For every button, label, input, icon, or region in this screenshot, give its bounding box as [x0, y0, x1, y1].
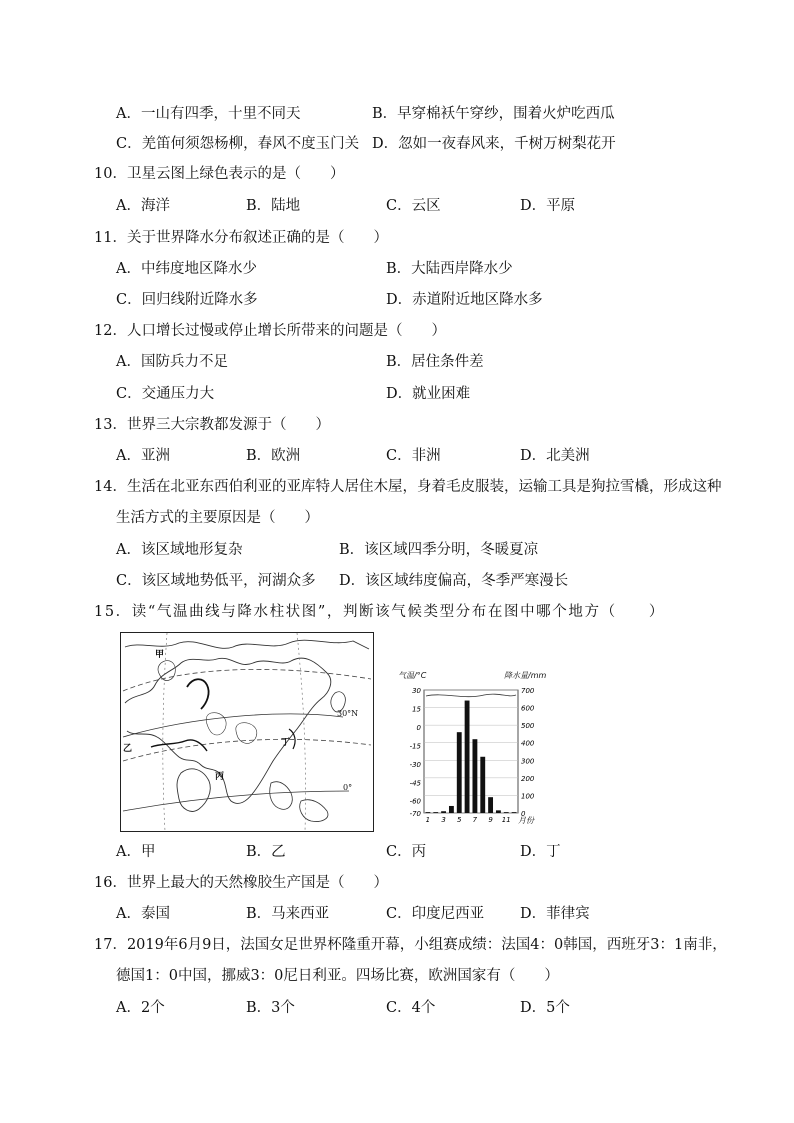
- chart-right-title: 降水量/mm: [504, 671, 547, 680]
- q17-option-a: A．2个: [116, 1000, 165, 1016]
- temp-tick-label: -45: [409, 779, 421, 788]
- map-label-30n: 30°N: [337, 709, 359, 718]
- month-tick-label: 9: [488, 816, 493, 824]
- q11-option-d: D．赤道附近地区降水多: [386, 292, 543, 308]
- q15-stem: 15．读“气温曲线与降水柱状图”，判断该气候类型分布在图中哪个地方（ ）: [94, 604, 665, 620]
- precip-bar: [512, 812, 517, 813]
- q12-option-a: A．国防兵力不足: [116, 354, 228, 370]
- q15-option-b: B．乙: [246, 844, 286, 860]
- map-label-ding: 丁: [281, 738, 291, 748]
- q13-option-c: C．非洲: [386, 448, 441, 464]
- q17-option-c: C．4个: [386, 1000, 436, 1016]
- q10-option-b: B．陆地: [246, 198, 301, 214]
- q14-option-b: B．该区域四季分明，冬暖夏凉: [339, 542, 539, 558]
- q14-option-a: A．该区域地形复杂: [116, 542, 243, 558]
- temp-tick-label: -15: [409, 742, 421, 751]
- chart-frame: [424, 690, 518, 813]
- q9-option-a: A．一山有四季，十里不同天: [116, 106, 301, 122]
- q16-option-c: C．印度尼西亚: [386, 906, 485, 922]
- precip-tick-label: 300: [521, 757, 535, 766]
- precip-bar: [472, 739, 477, 813]
- map-label-0deg: 0°: [343, 783, 353, 792]
- q14-option-d: D．该区域纬度偏高，冬季严寒漫长: [339, 573, 569, 589]
- q15-option-d: D．丁: [520, 844, 561, 860]
- temp-tick-label: 0: [416, 723, 421, 732]
- q17-option-b: B．3个: [246, 1000, 295, 1016]
- asia-map-drawing: [121, 633, 373, 831]
- map-label-bing: 丙: [215, 772, 225, 782]
- temp-tick-label: -30: [409, 760, 421, 769]
- climate-chart: [396, 668, 556, 830]
- q17-stem-line2: 德国1：0中国，挪威3：0尼日利亚。四场比赛，欧洲国家有（ ）: [116, 968, 559, 984]
- precip-tick-label: 500: [521, 722, 535, 731]
- q10-option-c: C．云区: [386, 198, 441, 214]
- precip-bar: [496, 810, 501, 813]
- map-label-yi: 乙: [123, 744, 133, 754]
- month-tick-label: 1: [425, 816, 431, 824]
- q13-option-b: B．欧洲: [246, 448, 301, 464]
- temp-tick-label: -60: [409, 797, 421, 806]
- q14-stem-line1: 14．生活在北亚东西伯利亚的亚库特人居住木屋，身着毛皮服装，运输工具是狗拉雪橇，形成这种: [94, 479, 722, 495]
- q16-option-b: B．马来西亚: [246, 906, 330, 922]
- temp-tick-label: 15: [412, 705, 421, 714]
- q16-option-d: D．菲律宾: [520, 906, 590, 922]
- map-label-jia: 甲: [155, 650, 165, 660]
- q11-option-a: A．中纬度地区降水少: [116, 261, 257, 277]
- q10-stem: 10．卫星云图上绿色表示的是（ ）: [94, 166, 345, 182]
- q15-option-c: C．丙: [386, 844, 427, 860]
- month-tick-label: 7: [472, 816, 478, 824]
- chart-month-label: 月份: [518, 816, 534, 825]
- temp-tick-label: -70: [409, 810, 421, 818]
- q11-stem: 11．关于世界降水分布叙述正确的是（ ）: [94, 230, 388, 246]
- month-tick-label: 5: [457, 816, 462, 824]
- q17-option-d: D．5个: [520, 1000, 570, 1016]
- q13-option-a: A．亚洲: [116, 448, 170, 464]
- q12-option-b: B．居住条件差: [386, 354, 484, 370]
- month-tick-label: 11: [501, 816, 511, 824]
- q9-option-d: D．忽如一夜春风来，千树万树梨花开: [372, 136, 616, 152]
- q11-option-b: B．大陆西岸降水少: [386, 261, 513, 277]
- q16-option-a: A．泰国: [116, 906, 170, 922]
- q15-option-a: A．甲: [116, 844, 156, 860]
- precip-tick-label: 200: [521, 774, 535, 783]
- q12-option-c: C．交通压力大: [116, 386, 215, 402]
- q9-option-c: C．羌笛何须怨杨柳，春风不度玉门关: [116, 136, 360, 152]
- chart-left-title: 气温/°C: [398, 671, 427, 680]
- q10-option-a: A．海洋: [116, 198, 170, 214]
- q14-option-c: C．该区域地势低平，河湖众多: [116, 573, 316, 589]
- climate-chart-svg: [396, 668, 556, 830]
- q16-stem: 16．世界上最大的天然橡胶生产国是（ ）: [94, 875, 388, 891]
- temperature-curve: [426, 694, 516, 697]
- precip-tick-label: 100: [521, 792, 535, 801]
- q12-stem: 12．人口增长过慢或停止增长所带来的问题是（ ）: [94, 323, 446, 339]
- q13-stem: 13．世界三大宗教都发源于（ ）: [94, 417, 330, 433]
- precip-tick-label: 0: [521, 810, 526, 818]
- precip-bar: [488, 797, 493, 813]
- precip-bar: [465, 701, 470, 813]
- precip-bar: [480, 757, 485, 813]
- month-tick-label: 3: [441, 816, 446, 824]
- precip-tick-label: 700: [521, 687, 535, 695]
- precip-tick-label: 600: [521, 704, 535, 713]
- q14-stem-line2: 生活方式的主要原因是（ ）: [116, 510, 319, 526]
- precip-bar: [441, 811, 446, 813]
- precip-bar: [457, 732, 462, 813]
- q11-option-c: C．回归线附近降水多: [116, 292, 258, 308]
- precip-tick-label: 400: [521, 739, 535, 748]
- q9-option-b: B．早穿棉袄午穿纱，围着火炉吃西瓜: [372, 106, 615, 122]
- q10-option-d: D．平原: [520, 198, 576, 214]
- q17-stem-line1: 17．2019年6月9日，法国女足世界杯隆重开幕，小组赛成绩：法国4：0韩国，西班牙3：1南非，: [94, 937, 727, 953]
- asia-map: [120, 632, 374, 832]
- q13-option-d: D．北美洲: [520, 448, 590, 464]
- precip-bar: [425, 812, 430, 813]
- q12-option-d: D．就业困难: [386, 386, 471, 402]
- temp-tick-label: 30: [412, 687, 421, 695]
- precip-bar: [449, 806, 454, 813]
- precip-bar: [433, 812, 438, 813]
- precip-bar: [504, 812, 509, 813]
